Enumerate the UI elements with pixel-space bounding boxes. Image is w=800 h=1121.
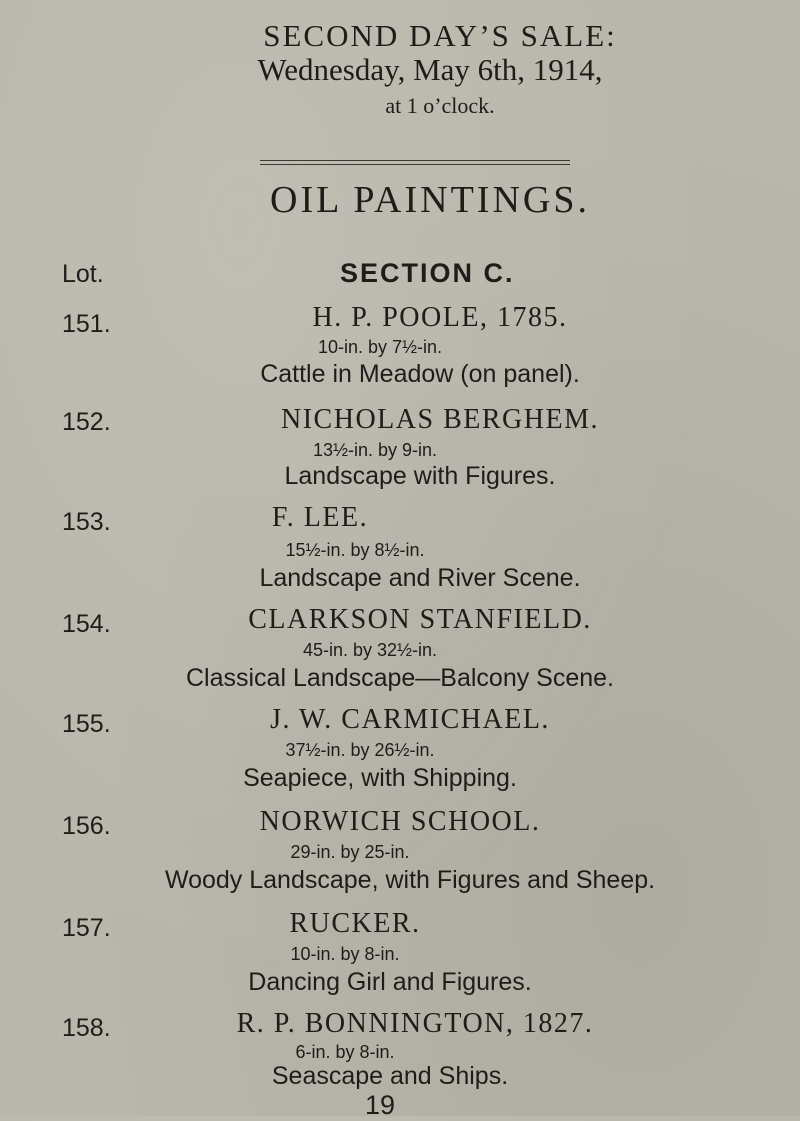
lot-title: Cattle in Meadow (on panel).	[260, 360, 580, 388]
lot-artist: F. LEE.	[271, 502, 369, 533]
lot-artist: NORWICH SCHOOL.	[259, 806, 541, 837]
lot-dimensions: 13½-in. by 9-in.	[312, 440, 438, 460]
lot-dimensions: 29-in. by 25-in.	[290, 842, 410, 862]
lot-artist: J. W. CARMICHAEL.	[270, 704, 550, 735]
divider-rule	[260, 160, 570, 165]
sale-heading: SECOND DAY’S SALE:	[263, 18, 617, 53]
lot-dimensions: 10-in. by 7½-in.	[317, 337, 443, 357]
lot-number: 152.	[62, 408, 111, 436]
lot-number: 151.	[62, 310, 111, 338]
lot-artist: H. P. POOLE, 1785.	[312, 302, 568, 333]
lot-artist: NICHOLAS BERGHEM.	[281, 404, 599, 435]
lot-number: 155.	[62, 710, 111, 738]
lot-artist: RUCKER.	[289, 908, 421, 939]
lot-title: Woody Landscape, with Figures and Sheep.	[164, 866, 656, 894]
sale-date: Wednesday, May 6th, 1914,	[257, 52, 603, 87]
lot-number: 157.	[62, 914, 111, 942]
lot-title: Seascape and Ships.	[271, 1062, 509, 1090]
sale-time: at 1 o’clock.	[385, 93, 495, 118]
lot-title: Classical Landscape—Balcony Scene.	[185, 664, 614, 692]
lot-title: Landscape with Figures.	[284, 462, 556, 490]
lot-dimensions: 45-in. by 32½-in.	[302, 640, 438, 660]
lot-dimensions: 37½-in. by 26½-in.	[285, 740, 435, 760]
lot-title: Seapiece, with Shipping.	[243, 764, 517, 792]
lot-dimensions: 6-in. by 8-in.	[295, 1042, 395, 1062]
section-heading: SECTION C.	[340, 258, 515, 288]
page-number: 19	[364, 1090, 396, 1120]
lot-artist: R. P. BONNINGTON, 1827.	[236, 1008, 594, 1039]
lot-number: 158.	[62, 1014, 111, 1042]
lot-artist: CLARKSON STANFIELD.	[248, 604, 592, 635]
lot-dimensions: 10-in. by 8-in.	[290, 944, 400, 964]
lot-number: 154.	[62, 610, 111, 638]
lot-title: Dancing Girl and Figures.	[248, 968, 532, 996]
lot-title: Landscape and River Scene.	[259, 564, 581, 592]
lot-dimensions: 15½-in. by 8½-in.	[285, 540, 425, 560]
lot-number: 156.	[62, 812, 111, 840]
lot-column-label: Lot.	[62, 260, 104, 288]
lot-number: 153.	[62, 508, 111, 536]
category-heading: OIL PAINTINGS.	[270, 179, 590, 221]
